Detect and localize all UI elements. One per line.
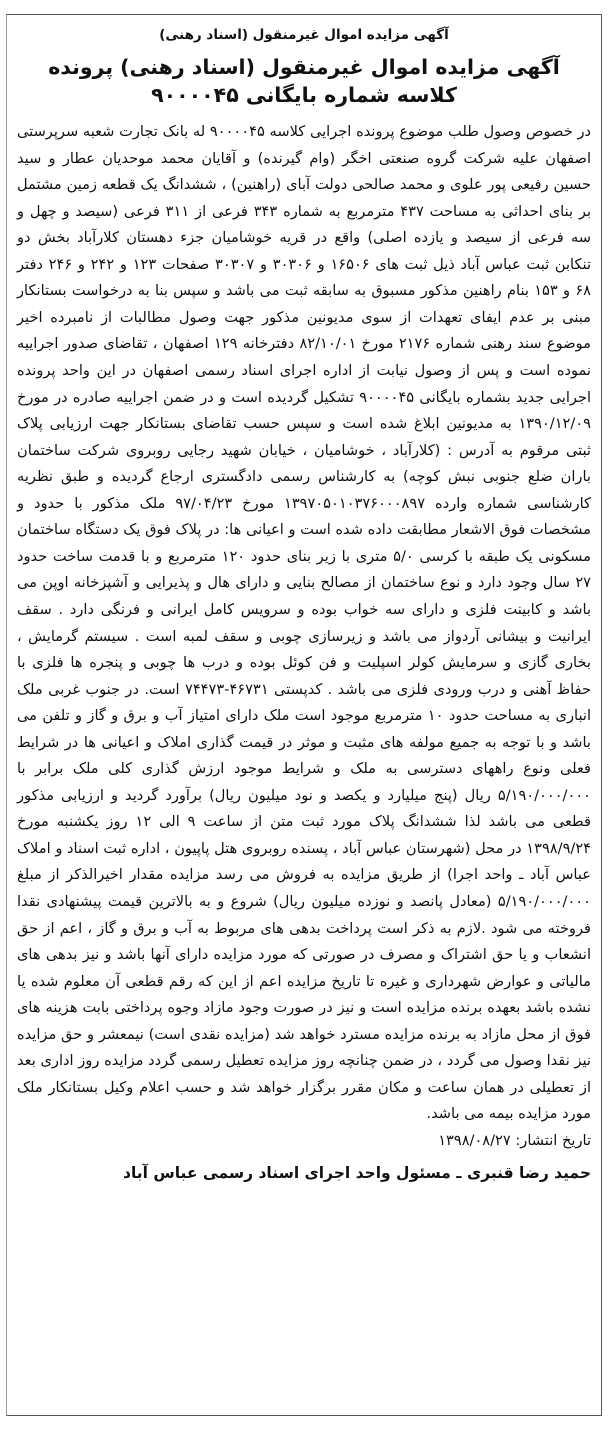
notice-signature: حمید رضا قنبری ـ مسئول واحد اجرای اسناد رسمی عباس آباد: [123, 1164, 591, 1183]
notice-body: در خصوص وصول طلب موضوع پرونده اجرایی کلاسه ۹۰۰۰۰۴۵ له بانک تجارت شعبه سرپرستی اصفهان علیه شرکت گروه صنعتی اخگر (وام گیرنده) و آقایان محمد موحدیان عطار و سید حسین رفیعی پور علوی و محمد صالحی دولت آبای (راهنین) ، ششدانگ یک قطعه زمین مشتمل بر بنای احداثی به مساحت ۴۳۷ مترمربع به شماره ۳۴۳ فرعی از ۳۱۱ فرعی (سیصد و چهل و سه فرعی از سیصد و یازده اصلی) واقع در قریه خوشامیان جزء دهستان کلارآباد بخش دو تنکابن ثبت عباس آباد ذیل ثبت های ۱۶۵۰۶ و ۳۰۳۰۶ و ۳۰۳۰۷ صفحات ۱۲۳ و ۲۴۲ و ۲۴۶ دفتر ۶۸ و ۱۵۳ بنام راهنین مذکور مسبوق به سابقه ثبت می باشد و سپس بنا به درخواست بستانکار مبنی بر عدم ایفای تعهدات از سوی مدیونین مذکور جهت وصول مطالبات از نامبرده اخیر موضوع سند رهنی شماره ۲۱۷۶ مورخ ۸۲/۱۰/۰۱ دفترخانه ۱۲۹ اصفهان ، تقاضای صدور اجراییه نموده است و پس از وصول نیابت از اداره اجرای اسناد رسمی اصفهان در این واحد پرونده اجرایی جدید بشماره بایگانی ۹۰۰۰۰۴۵ تشکیل گردیده است و در ضمن اجراییه صادره در مورخ ۱۳۹۰/۱۲/۰۹ به مدیونین ابلاغ شده است و سپس حسب تقاضای بستانکار جهت ارزیابی پلاک ثبتی مرقوم به آدرس : (کلارآباد ، خوشامیان ، خیابان شهید رجایی روبروی شرکت ساختمان باران ضلع جنوبی نبش کوچه) به کارشناس رسمی دادگستری ارجاع گردیده و طبق نظریه کارشناسی شماره وارده ۱۳۹۷۰۵۰۱۰۳۷۶۰۰۰۸۹۷ مورخ ۹۷/۰۴/۲۳ ملک مذکور با حدود و مشخصات فوق الاشعار مطابقت داده شده است و اعیانی ها: در پلاک فوق یک دستگاه ساختمان مسکونی یک طبقه با کرسی ۵/۰ متری با زیر بنای حدود ۱۲۰ مترمربع و با قدمت ساخت حدود ۲۷ سال وجود دارد و نوع ساختمان از مصالح بنایی و دارای هال و پذیرایی و آشپزخانه اوپن می باشد و کابینت فلزی و دارای سه خواب بوده و سرویس کامل ایرانی و فرنگی دارد . سقف ایرانیت و بیشانی آردواز می باشد و زیرسازی چوبی و سقف لمبه است . سیستم گرمایش ، بخاری گازی و سرمایش کولر اسپلیت و فن کوئل بوده و درب ها چوبی و پنجره ها فلزی با حفاظ آهنی و درب ورودی فلزی می باشد . کدپستی ۴۶۷۳۱-۷۴۴۷۳ است. در جنوب غربی ملک انباری به مساحت حدود ۱۰ مترمربع موجود است ملک دارای امتیاز آب و برق و گاز و تلفن می باشد و با توجه به جمیع مولفه های مثبت و موثر در قیمت گذاری املاک و اعیانی ها در شرایط فعلی ونوع راههای دسترسی به ملک و شرایط موجود ارزش گذاری کلی ملک برابر با ۵/۱۹۰/۰۰۰/۰۰۰ ریال (پنج میلیارد و یکصد و نود میلیون ریال) برآورد گردید و ارزیابی مذکور قطعی می باشد لذا ششدانگ پلاک مورد ثبت متن از ساعت ۹ الی ۱۲ روز یکشنبه مورخ ۱۳۹۸/۹/۲۴ در محل (شهرستان عباس آباد ، پسنده روبروی هتل پاپیون ، اداره ثبت اسناد و املاک عباس آباد ـ واحد اجرا) از طریق مزایده به فروش می رسد مزایده مقدار اخیرالذکر از مبلغ ۵/۱۹۰/۰۰۰/۰۰۰ (معادل پانصد و نوزده میلیون ریال) شروع و به بالاترین قیمت پیشنهادی نقدا فروخته می شود .لازم به ذکر است پرداخت بدهی های مربوط به آب و برق و گاز ، اعم از حق انشعاب و یا حق اشتراک و مصرف در صورتی که مورد مزایده دارای آنها باشد و نیز بدهی های مالیاتی و عوارض شهرداری و غیره تا تاریخ مزایده اعم از این که رقم قطعی آن معلوم شده یا نشده باشد بعهده برنده مزایده است و نیز در صورت وجود مازاد وجوه پرداختی بابت هزینه های فوق از محل مازاد به برنده مزایده مسترد خواهد شد (مزایده نقدی است) نیمعشر و حق مزایده نیز نقدا وصول می گردد ، در ضمن چنانچه روز مزایده تعطیل رسمی گردد مزایده روز اداری بعد از تعطیلی در همان ساعت و مکان مقرر برگزار خواهد شد و حسب اعلام وکیل بستانکار ملک مورد مزایده بیمه می باشد.: [17, 123, 592, 1123]
notice-kicker: آگهی مزایده اموال غیرمنقول (اسناد رهنی): [159, 27, 449, 43]
auction-notice: [6, 14, 602, 1416]
publication-date: تاریخ انتشار: ۱۳۹۸/۰۸/۲۷: [438, 1131, 591, 1149]
notice-headline: آگهی مزایده اموال غیرمنقول (اسناد رهنی) پرونده کلاسه شماره بایگانی ۹۰۰۰۰۴۵: [48, 54, 560, 107]
